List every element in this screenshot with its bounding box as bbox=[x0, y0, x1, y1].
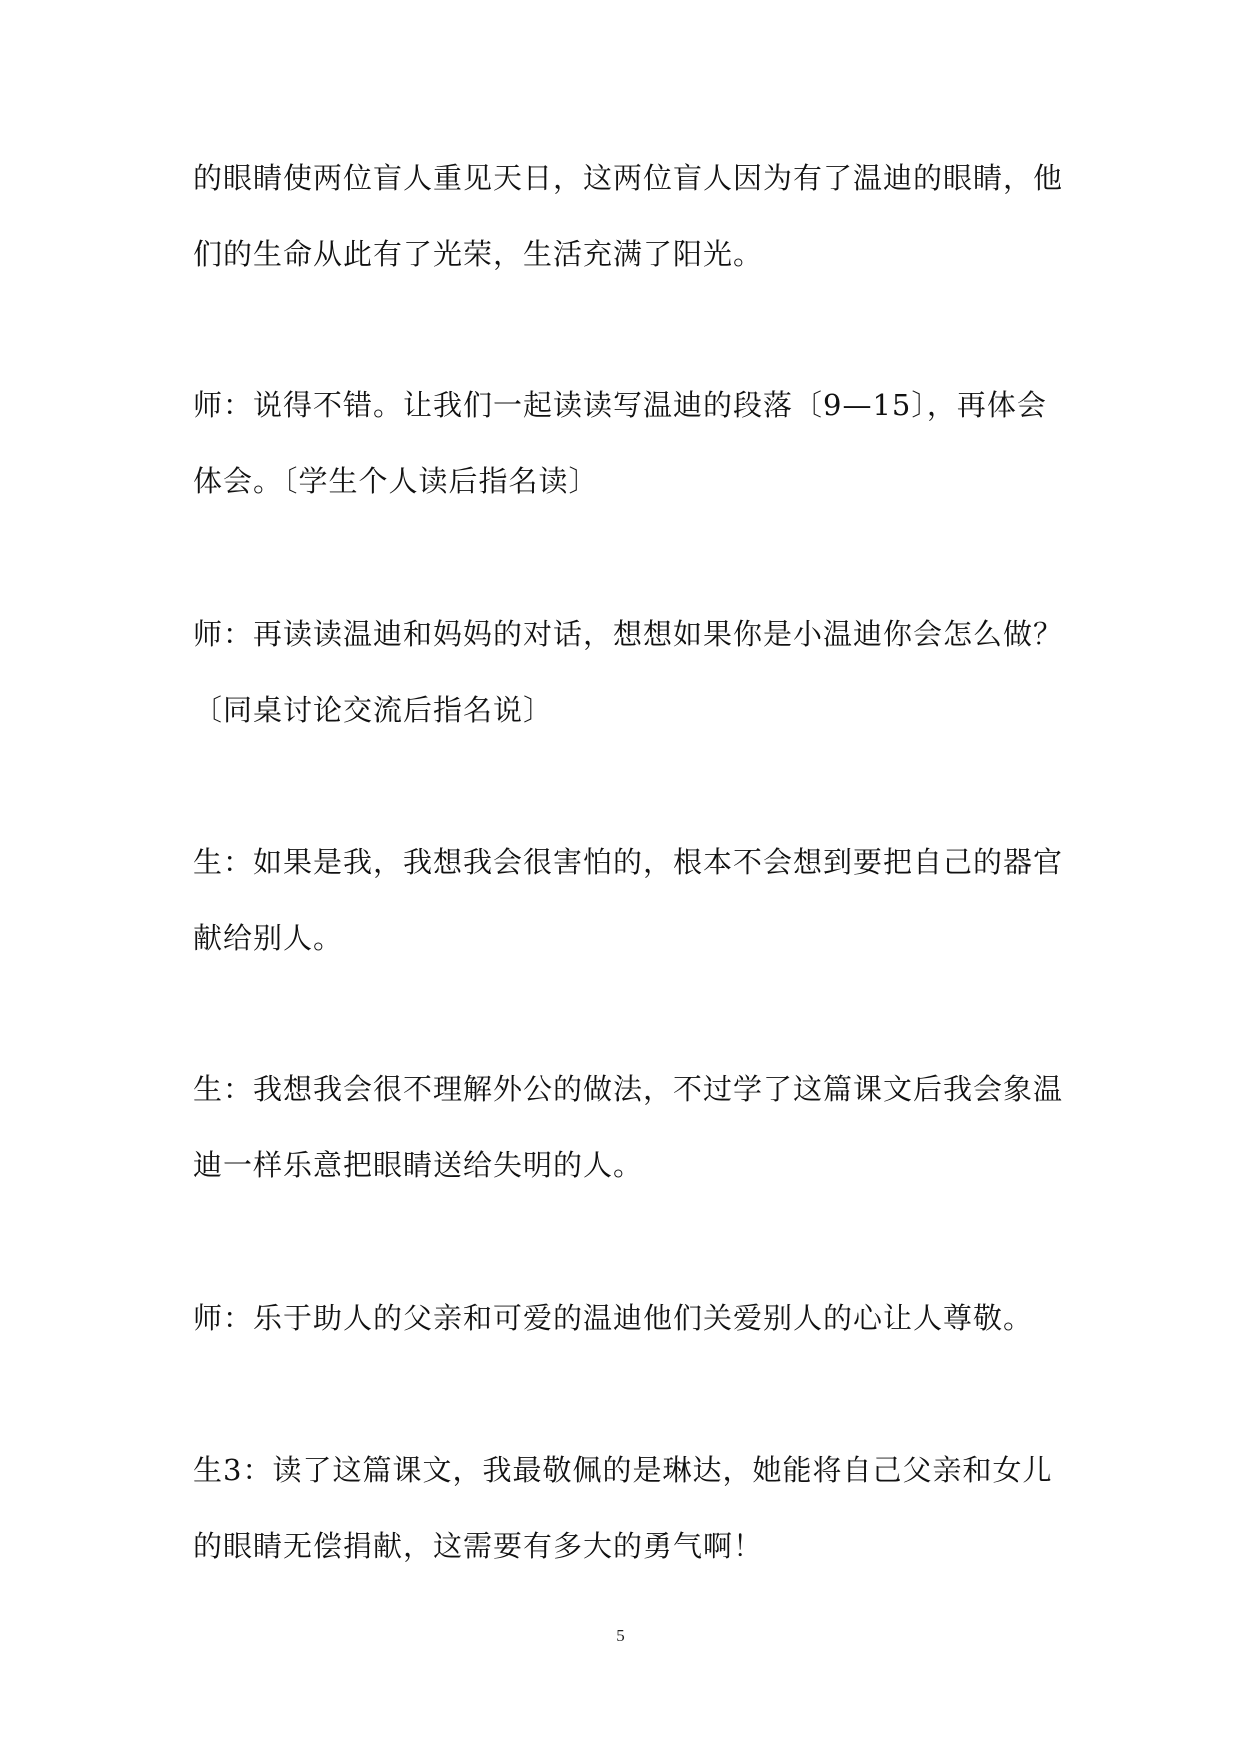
paragraph bbox=[193, 824, 1073, 976]
text-line: 生：如果是我，我想我会很害怕的，根本不会想到要把自己的器官 bbox=[193, 845, 1064, 879]
text-line: 师：再读读温迪和妈妈的对话，想想如果你是小温迪你会怎么做？ bbox=[193, 617, 1064, 651]
paragraph bbox=[193, 140, 1073, 292]
paragraph bbox=[193, 596, 1073, 748]
text-line: 〔同桌讨论交流后指名说〕 bbox=[193, 693, 554, 727]
text-line: 体会。〔学生个人读后指名读〕 bbox=[193, 464, 599, 498]
text-line: 的眼睛无偿捐献，这需要有多大的勇气啊！ bbox=[193, 1529, 764, 1563]
text-line: 师：说得不错。让我们一起读读写温迪的段落〔9—15〕，再体会 bbox=[193, 388, 1047, 422]
text-line: 生：我想我会很不理解外公的做法，不过学了这篇课文后我会象温 bbox=[193, 1072, 1064, 1106]
paragraph bbox=[193, 1280, 1073, 1356]
text-line: 师：乐于助人的父亲和可爱的温迪他们关爱别人的心让人尊敬。 bbox=[193, 1301, 1034, 1335]
text-line: 迪一样乐意把眼睛送给失明的人。 bbox=[193, 1148, 644, 1182]
paragraph bbox=[193, 1432, 1073, 1584]
page-number: 5 bbox=[616, 1626, 625, 1645]
text-line: 们的生命从此有了光荣，生活充满了阳光。 bbox=[193, 237, 764, 271]
paragraph bbox=[193, 1051, 1073, 1203]
text-line: 的眼睛使两位盲人重见天日，这两位盲人因为有了温迪的眼睛，他 bbox=[193, 161, 1064, 195]
text-line: 生3：读了这篇课文，我最敬佩的是琳达，她能将自己父亲和女儿 bbox=[193, 1453, 1053, 1487]
text-line: 献给别人。 bbox=[193, 921, 344, 955]
paragraph bbox=[193, 367, 1073, 519]
